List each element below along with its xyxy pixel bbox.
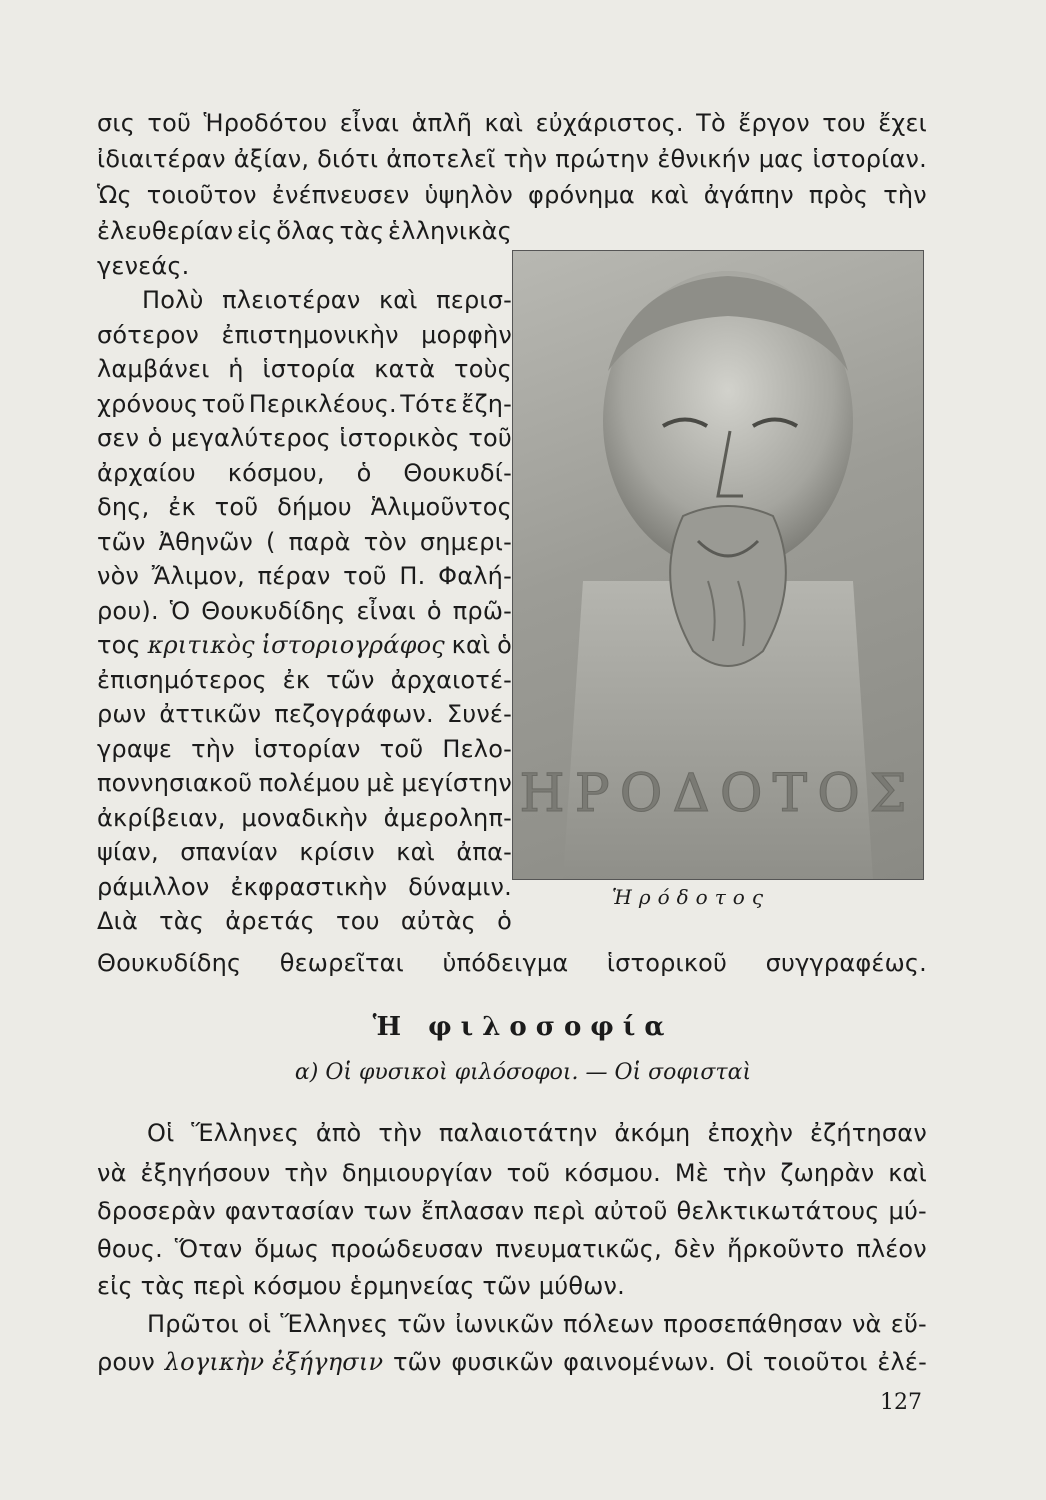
word: Ἕλληνες: [191, 1119, 300, 1147]
section-title: Ἡ φιλοσοφία: [372, 1012, 674, 1042]
word: τὴν: [883, 181, 927, 209]
word: ἐκφραστικὴν: [230, 872, 388, 901]
word: ἱστορικοῦ: [606, 949, 728, 977]
word: του: [822, 109, 866, 137]
word: καὶ: [396, 838, 435, 866]
word: ράμιλλον: [97, 872, 210, 901]
word: Διὰ: [97, 907, 138, 935]
word: πολέμου: [258, 769, 361, 797]
text-line: [97, 492, 512, 522]
text-line: [97, 1196, 927, 1226]
text-line: [97, 251, 512, 281]
word: σπανίαν: [180, 838, 278, 866]
word: σημερι-: [419, 527, 512, 556]
text-line: [97, 458, 512, 488]
word: τοιοῦτοι: [762, 1348, 868, 1376]
word: εἰς τὰς περὶ κόσμου ἑρμηνείας τῶν μύθων.: [97, 1272, 625, 1300]
word: ἤρκοῦντο: [727, 1235, 845, 1263]
word: Θουκυδίδης: [201, 596, 346, 625]
word: φυσικῶν: [451, 1348, 554, 1376]
word: Οἱ: [147, 1119, 175, 1147]
word: δὲν: [673, 1235, 716, 1263]
word: τὰς: [159, 907, 205, 935]
text-line: [97, 948, 927, 978]
word: ποννησιακοῦ: [97, 769, 253, 797]
word: περὶ: [533, 1197, 585, 1225]
text-line: [97, 1234, 927, 1264]
word: κριτικὸς: [147, 631, 255, 659]
word: ἀποτελεῖ: [386, 145, 496, 173]
word: τοιοῦτον: [146, 181, 257, 209]
text-line: [97, 423, 512, 453]
text-line: [97, 1158, 927, 1188]
word: ἀρετάς: [225, 907, 315, 935]
word: θεωρεῖται: [279, 949, 405, 977]
word: ἰωνικῶν: [455, 1310, 554, 1338]
word: αὐτὰς: [400, 907, 476, 935]
word: λαμβάνει: [97, 355, 210, 383]
word: Ὁ: [169, 596, 191, 625]
word: μας: [758, 145, 805, 173]
word: τοῦ: [214, 493, 259, 521]
subsection-title: α) Οἱ φυσικοὶ φιλόσοφοι. — Οἱ σοφισταὶ: [294, 1060, 752, 1085]
word: τῶν: [97, 527, 146, 556]
word: μεγαλύτερος: [170, 424, 331, 452]
word: Συνέ-: [446, 700, 512, 728]
word: Ἕλληνες: [280, 1310, 389, 1338]
word: πόλεων: [563, 1310, 655, 1338]
word: τὸν: [363, 527, 407, 556]
text-line: [97, 872, 512, 902]
word: ὁ: [497, 631, 512, 659]
page-number: 127: [880, 1390, 922, 1415]
word: πλέον: [856, 1235, 927, 1263]
word: ἔζη-: [461, 389, 512, 418]
word: ἱστορικὸς: [339, 424, 460, 452]
text-line: [97, 768, 512, 798]
word: ἔργον: [738, 109, 810, 137]
word: πεζογράφων.: [274, 700, 434, 728]
word: τοῦ: [147, 109, 192, 137]
word: θελκτικωτάτους: [676, 1197, 880, 1225]
word: τοὺς: [454, 355, 512, 383]
word: ζωηρὰν: [780, 1159, 875, 1187]
word: Τότε: [400, 389, 458, 418]
word: κόσμου,: [227, 458, 325, 487]
word: προώδευσαν: [330, 1235, 484, 1263]
word: ρου).: [97, 596, 159, 625]
beard-shape: [670, 506, 786, 666]
word: φαντασίαν: [224, 1197, 355, 1225]
portrait-caption: Ἡρόδοτος: [612, 885, 771, 909]
word: νὸν: [97, 562, 140, 590]
word: γραψε: [97, 734, 173, 763]
word: πνευματικῶς,: [495, 1235, 662, 1263]
word: φαινομένων.: [563, 1348, 717, 1376]
word: ἡ: [228, 355, 244, 383]
word: ἔπλασαν: [421, 1197, 525, 1225]
word: διότι: [317, 145, 379, 173]
word: δης,: [97, 493, 150, 521]
word: Περικλέους.: [248, 389, 397, 418]
text-line: [97, 527, 512, 557]
word: ἐπιστημονικὴν: [221, 320, 399, 349]
word: Ἁλιμοῦντος: [370, 493, 512, 521]
word: πρὸς: [808, 181, 869, 209]
word: Ἄλιμον,: [151, 562, 245, 590]
word: μεγίστην: [401, 769, 512, 797]
word: ἀκρίβειαν,: [97, 803, 226, 832]
word: τοῦ: [379, 734, 424, 763]
word: ἐκ: [168, 493, 196, 521]
word: ὅλας: [276, 217, 336, 245]
word: σεν: [97, 424, 140, 452]
text-line: [97, 354, 512, 384]
word: του: [336, 907, 380, 935]
word: κατὰ: [374, 355, 436, 383]
word: ἱστορίαν: [253, 734, 361, 763]
text-line: [97, 108, 927, 138]
word: Τὸ: [696, 109, 726, 137]
word: τὴν: [284, 1159, 328, 1187]
word: τὴν: [503, 145, 548, 173]
text-line: [97, 837, 512, 867]
word: νὰ: [851, 1310, 882, 1338]
word: δήμου: [277, 493, 352, 521]
word: ἐξηγήσουν: [140, 1159, 271, 1187]
word: Θουκυδί-: [403, 458, 512, 487]
word: τος: [97, 631, 141, 659]
word: ἀκόμη: [614, 1119, 691, 1147]
word: ψίαν,: [97, 838, 159, 866]
word: ἐκ: [282, 665, 311, 694]
word: τοῦ: [468, 424, 512, 452]
text-line: [97, 596, 512, 626]
word: Π.: [399, 562, 426, 590]
word: τῶν: [393, 1348, 442, 1376]
word: περισ-: [436, 286, 512, 314]
word: τοῦ: [343, 562, 387, 590]
word: ἐπισημότερος: [97, 665, 267, 694]
word: τὴν: [191, 734, 235, 763]
text-line: [97, 630, 512, 660]
word: ἁπλῆ: [411, 109, 473, 137]
word: γενεάς.: [97, 251, 190, 280]
word: παλαιοτάτην: [438, 1119, 598, 1147]
word: ὑψηλὸν: [424, 181, 513, 209]
text-line: [97, 665, 512, 695]
word: τῶν: [326, 665, 375, 694]
word: μὲ: [366, 769, 396, 797]
word: τῶν: [397, 1310, 446, 1338]
text-line: [97, 144, 927, 174]
word: κρίσιν: [299, 838, 375, 866]
text-line: [97, 320, 512, 350]
text-line: [97, 906, 512, 936]
word: ἀγάπην: [703, 181, 794, 209]
word: χρόνους: [97, 389, 199, 418]
word: τοῦ: [201, 389, 246, 418]
word: μύ-: [888, 1197, 927, 1225]
word: ἀρχαίου: [97, 458, 196, 487]
word: ἐποχὴν: [707, 1119, 794, 1147]
word: παρὰ: [288, 527, 351, 556]
word: ἀμεροληπ-: [383, 803, 512, 832]
word: ἐλέ-: [877, 1348, 927, 1376]
text-line: [97, 1347, 927, 1377]
text-line: [97, 389, 512, 419]
word: Θουκυδίδης: [97, 949, 242, 977]
word: καὶ: [451, 631, 491, 659]
word: πρώτην: [555, 145, 650, 173]
word: εὐχάριστος.: [535, 109, 684, 137]
text-line: [147, 1118, 927, 1148]
word: σις: [97, 109, 136, 137]
word: ἔχει: [878, 109, 927, 137]
word: προσεπάθησαν: [663, 1310, 843, 1338]
word: εἶναι: [339, 109, 400, 137]
word: φρόνημα: [528, 181, 635, 209]
word: Ὅταν: [174, 1235, 243, 1263]
word: καὶ: [378, 286, 418, 314]
word: Μὲ: [674, 1159, 709, 1187]
word: ὑπόδειγμα: [442, 949, 569, 977]
word: πρῶ-: [452, 596, 512, 625]
word: σότερον: [97, 320, 200, 349]
word: μορφὴν: [421, 320, 512, 349]
word: τὰς: [339, 217, 385, 245]
word: νὰ: [97, 1159, 127, 1187]
word: ἱστορίαν.: [812, 145, 927, 173]
text-line: [147, 1309, 927, 1339]
word: Ὡς: [97, 181, 132, 209]
text-line: [142, 285, 512, 315]
word: Ἀθηνῶν: [158, 527, 253, 556]
word: τοῦ: [506, 1159, 551, 1187]
word: ὁ: [426, 596, 442, 625]
word: τὴν: [378, 1119, 422, 1147]
word: (: [266, 527, 276, 556]
word: Φαλή-: [438, 562, 512, 590]
text-line: [97, 216, 512, 246]
word: Ἡροδότου: [203, 109, 328, 137]
word: συγγραφέως.: [765, 949, 927, 977]
word: ρουν: [97, 1348, 156, 1376]
word: ἀρχαιοτέ-: [390, 665, 512, 694]
word: ρων: [97, 700, 147, 728]
word: Οἱ: [725, 1348, 754, 1376]
word: ἐζήτησαν: [810, 1119, 927, 1147]
word: εἰς: [236, 217, 273, 245]
word: ἀξίαν,: [233, 145, 310, 173]
word: Πρῶτοι: [147, 1310, 239, 1338]
bust-illustration: [513, 251, 923, 879]
word: Πολὺ: [142, 286, 204, 314]
word: λογικὴν ἐξήγησιν: [164, 1348, 384, 1376]
word: πέραν: [257, 562, 331, 590]
herodotus-bust-photo: [512, 250, 924, 880]
word: θους.: [97, 1235, 163, 1263]
word: τὴν: [722, 1159, 767, 1187]
word: εἶναι: [356, 596, 416, 625]
word: δροσερὰν: [97, 1197, 216, 1225]
word: καὶ: [484, 109, 524, 137]
text-line: [97, 734, 512, 764]
word: αὐτοῦ: [593, 1197, 668, 1225]
word: καὶ: [888, 1159, 927, 1187]
word: ἐθνικήν: [657, 145, 751, 173]
word: ἀπὸ: [315, 1119, 362, 1147]
word: ἐλευθερίαν: [97, 217, 234, 245]
text-line: [97, 180, 927, 210]
word: δημιουργίαν: [341, 1159, 493, 1187]
word: οἱ: [248, 1310, 272, 1338]
word: μοναδικὴν: [241, 803, 368, 832]
word: ἐνέπνευσεν: [271, 181, 410, 209]
word: των: [363, 1197, 413, 1225]
word: ἱστοριογράφος: [261, 631, 445, 659]
text-line: [97, 561, 512, 591]
word: ἰδιαιτέραν: [97, 145, 226, 173]
word: ὁ: [356, 458, 372, 487]
word: ἀττικῶν: [159, 700, 262, 728]
word: δύναμιν.: [408, 872, 512, 901]
word: ὁ: [147, 424, 163, 452]
word: ἑλληνικὰς: [388, 217, 512, 245]
word: ὅμως: [254, 1235, 320, 1263]
word: ἀπα-: [456, 838, 512, 866]
text-line: [97, 699, 512, 729]
word: ὁ: [497, 907, 512, 935]
word: κόσμου.: [564, 1159, 661, 1187]
text-line: [97, 803, 512, 833]
word: Πελο-: [442, 734, 512, 763]
text-line: [97, 1271, 927, 1301]
word: εὕ-: [890, 1310, 927, 1338]
bust-inscription: ΗΡΟΔΟΤΟΣ: [519, 764, 917, 824]
word: πλειοτέραν: [222, 286, 361, 314]
word: καὶ: [649, 181, 689, 209]
word: ἱστορία: [262, 355, 356, 383]
